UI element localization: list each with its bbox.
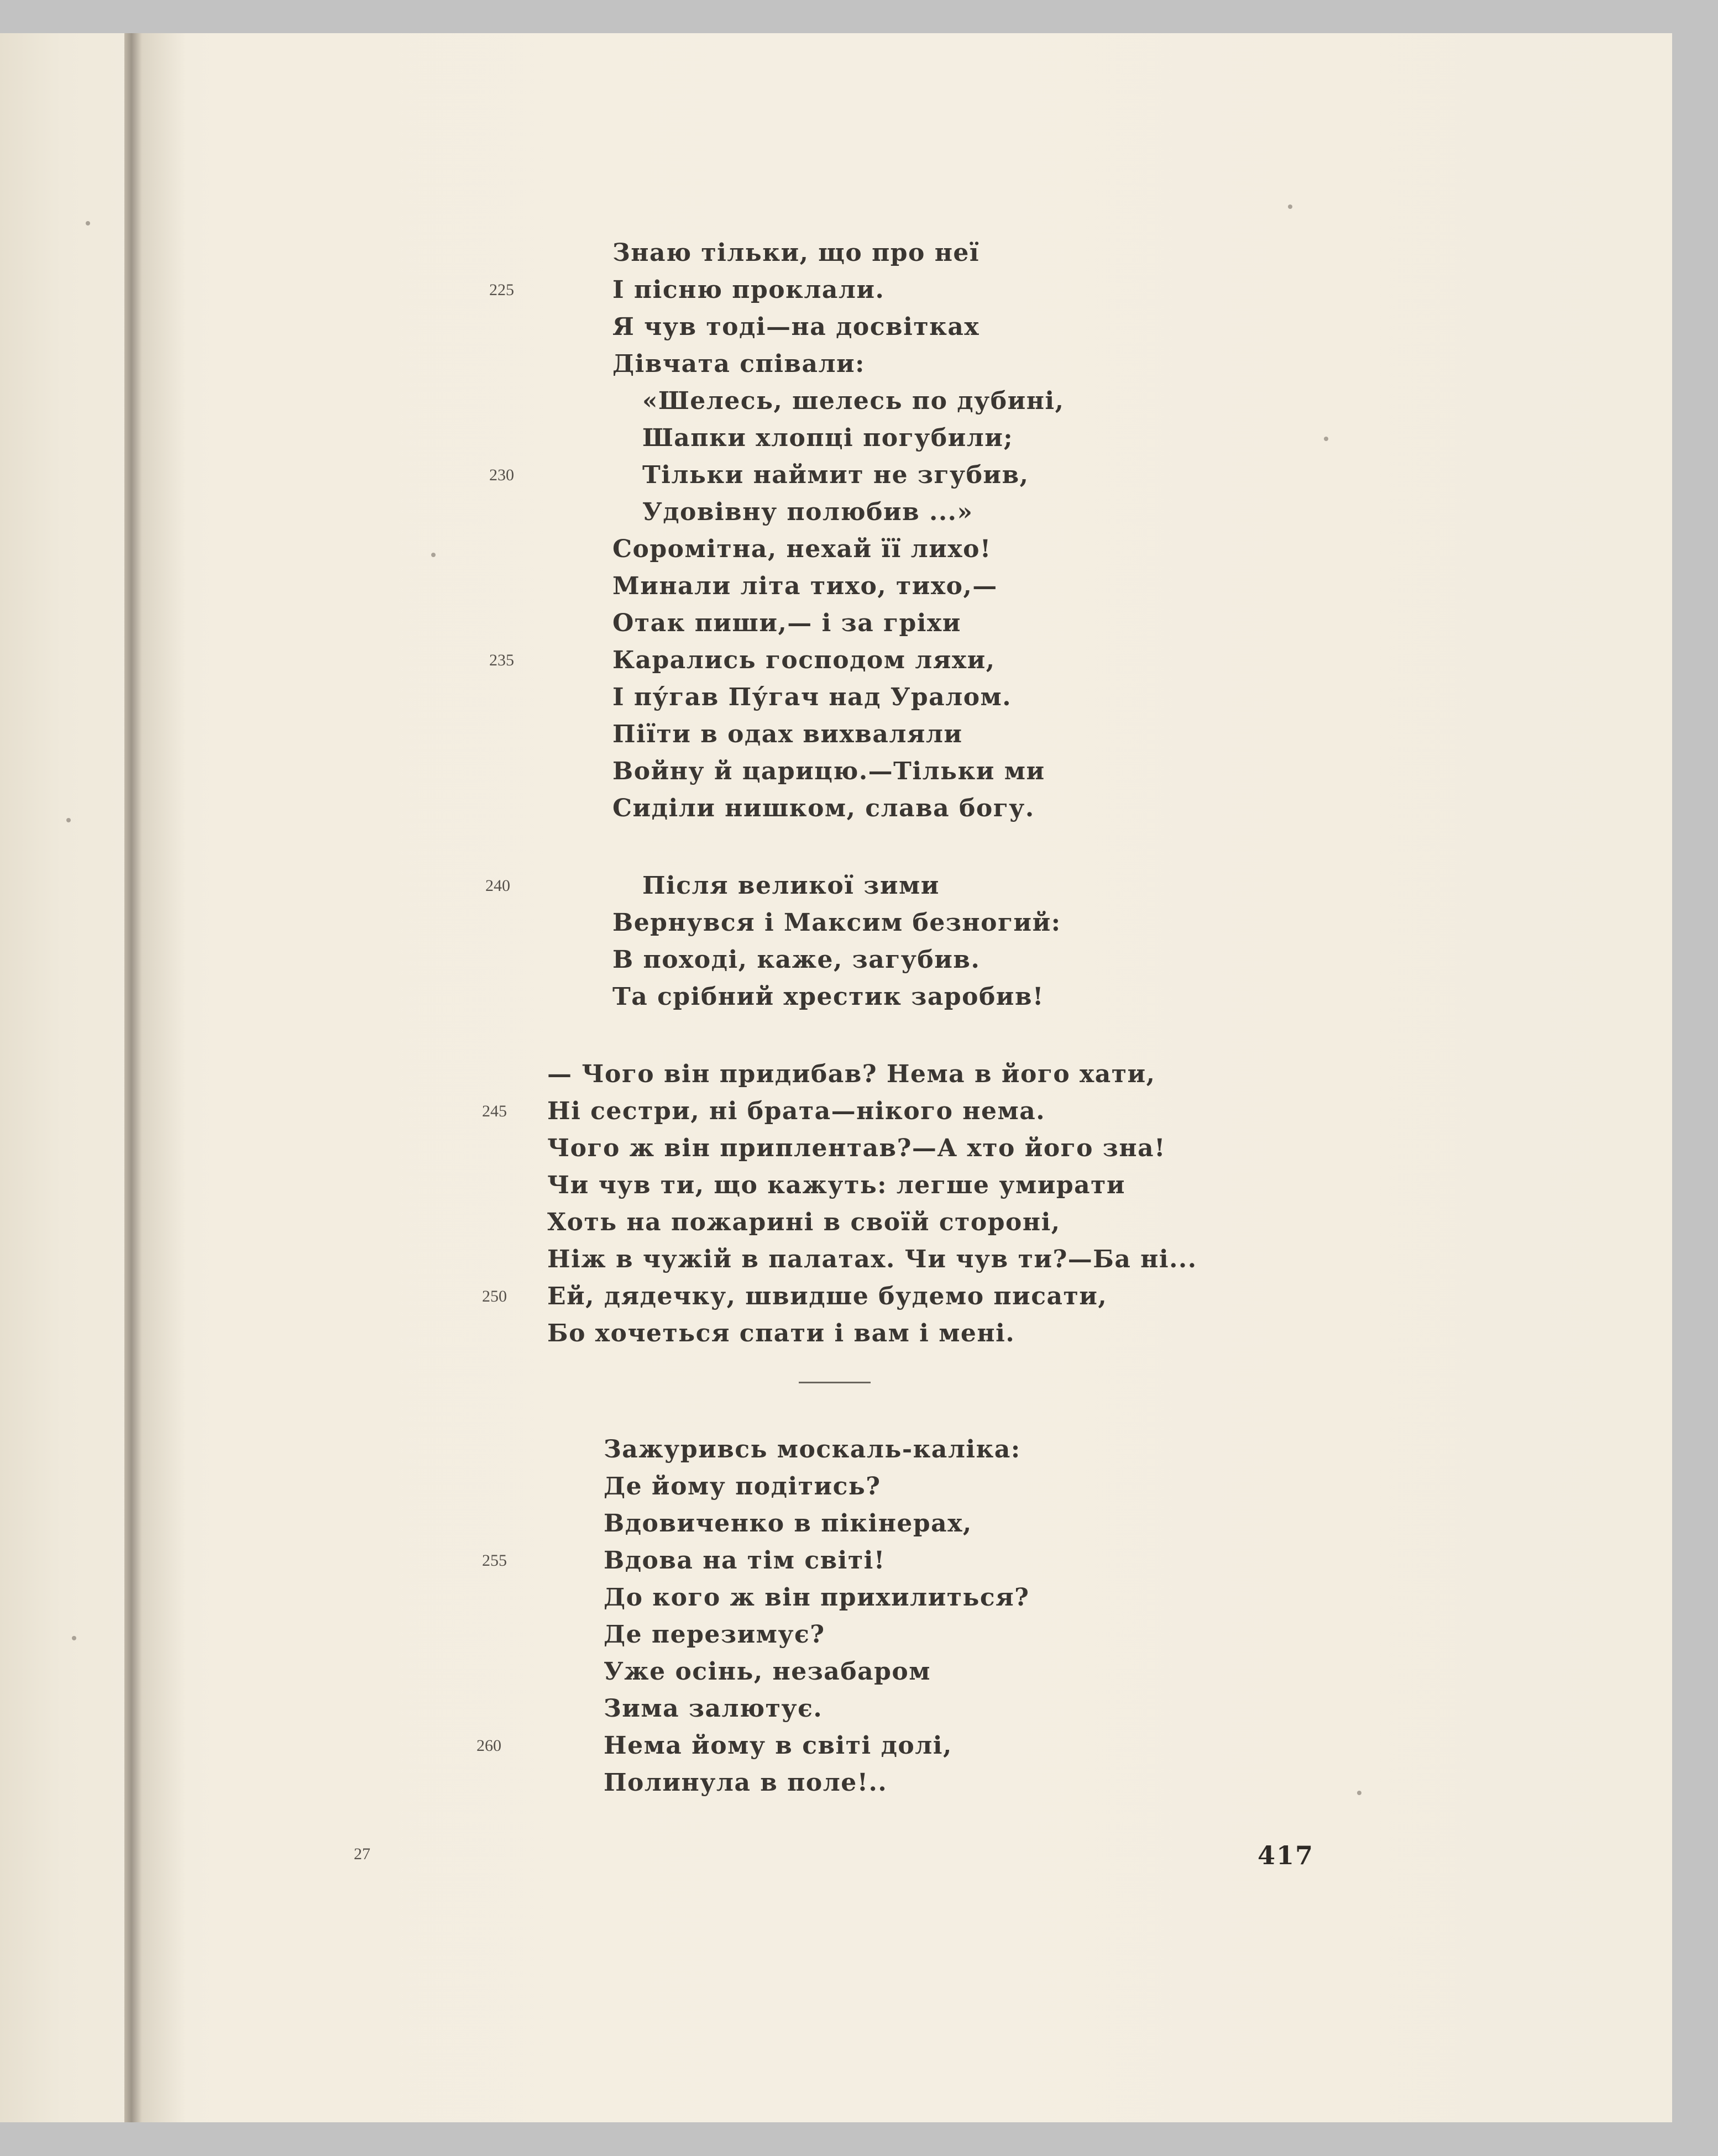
verse-line: Де перезимує? xyxy=(604,1620,825,1649)
verse-line: Чого ж він приплентав?—А хто його зна! xyxy=(547,1134,1166,1162)
verse-line: Войну й царицю.—Тільки ми xyxy=(612,757,1045,785)
verse-line: В поході, каже, загубив. xyxy=(612,946,981,974)
verse-line: Вернувся і Максим безногий: xyxy=(612,909,1061,937)
verse-line: Бо хочеться спати і вам і мені. xyxy=(547,1319,1015,1347)
verse-line: Отак пиши,— і за гріхи xyxy=(612,609,961,637)
line-number: 230 xyxy=(489,466,514,484)
verse-line: Уже осінь, незабаром xyxy=(604,1657,931,1686)
verse-line: Ей, дядечку, швидше будемо писати, xyxy=(547,1282,1108,1310)
verse-line: Полинула в поле!.. xyxy=(604,1769,888,1797)
verse-line: Та срібний хрестик заробив! xyxy=(612,983,1044,1011)
verse-line: Чи чув ти, що кажуть: легше умирати xyxy=(547,1171,1126,1199)
line-number: 250 xyxy=(482,1287,507,1305)
verse-line: — Чого він придибав? Нема в його хати, xyxy=(547,1060,1156,1088)
line-number: 255 xyxy=(482,1551,507,1570)
line-number: 245 xyxy=(482,1102,507,1120)
verse-line: Ні сестри, ні брата—нікого нема. xyxy=(547,1097,1046,1125)
verse-line: Після великої зими xyxy=(642,872,940,900)
verse-line: «Шелесь, шелесь по дубині, xyxy=(642,387,1065,415)
verse-line: Я чув тоді—на досвітках xyxy=(612,313,980,341)
verse-line: Удовівну полюбив ...» xyxy=(642,498,973,526)
page-number: 417 xyxy=(1258,1840,1314,1870)
verse-line: Знаю тільки, що про неї xyxy=(612,239,980,267)
verse-line: І пісню проклали. xyxy=(612,276,885,304)
verse-line: Шапки хлопці погубили; xyxy=(642,424,1014,452)
line-number: 235 xyxy=(489,651,514,669)
verse-line: Дівчата співали: xyxy=(612,350,865,378)
verse-line: Вдова на тім світі! xyxy=(604,1546,886,1575)
verse-line: Тільки наймит не згубив, xyxy=(642,461,1029,489)
verse-line: Минали літа тихо, тихо,— xyxy=(612,572,998,600)
verse-line: Хоть на пожарині в своїй стороні, xyxy=(547,1208,1061,1236)
line-number: 240 xyxy=(485,877,510,895)
section-divider xyxy=(799,1382,871,1383)
line-number: 225 xyxy=(489,281,514,299)
verse-line: Сиділи нишком, слава богу. xyxy=(612,794,1035,822)
verse-line: Вдовиченко в пікінерах, xyxy=(604,1509,972,1538)
verse-line: Соромітна, нехай її лихо! xyxy=(612,535,992,563)
poem-text xyxy=(0,33,1672,2122)
verse-line: Карались господом ляхи, xyxy=(612,646,996,674)
book-page xyxy=(0,33,1672,2122)
line-number: 260 xyxy=(476,1737,501,1755)
verse-line: Піїти в одах вихваляли xyxy=(612,720,963,748)
verse-line: Зима залютує. xyxy=(604,1695,823,1723)
signature-mark: 27 xyxy=(354,1845,370,1863)
verse-line: І пу́гав Пу́гач над Уралом. xyxy=(612,683,1012,711)
verse-line: Ніж в чужій в палатах. Чи чув ти?—Ба ні... xyxy=(547,1245,1197,1273)
verse-line: До кого ж він прихилиться? xyxy=(604,1583,1030,1612)
verse-line: Нема йому в світі долі, xyxy=(604,1732,952,1760)
verse-line: Зажуривсь москаль-каліка: xyxy=(604,1435,1021,1463)
verse-line: Де йому подітись? xyxy=(604,1472,881,1501)
